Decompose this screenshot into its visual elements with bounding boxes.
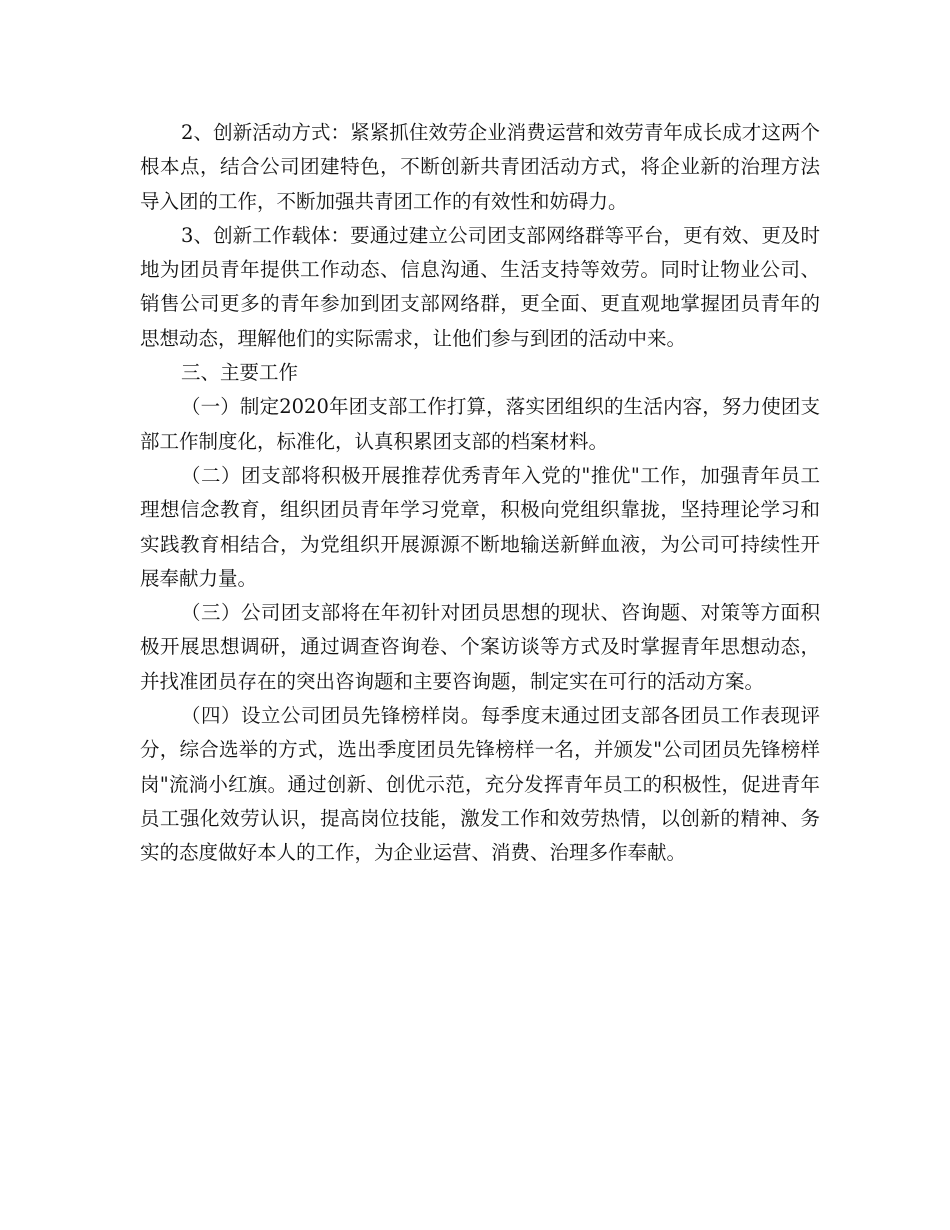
paragraph-item-2-recommend-excellent: （二）团支部将积极开展推荐优秀青年入党的"推优"工作，加强青年员工理想信念教育，组织团员青年学习党章，积极向党组织靠拢，坚持理论学习和实践教育相结合，为党组织开展源源不断地输送新鲜血液，为公司可持续性开展奉献力量。	[140, 463, 820, 590]
paragraph-item-1-work-plan: （一）制定2020年团支部工作打算，落实团组织的生活内容，努力使团支部工作制度化，标准化，认真积累团支部的档案材料。	[140, 395, 820, 453]
paragraph-item-4-vanguard-post: （四）设立公司团员先锋榜样岗。每季度末通过团支部各团员工作表现评分，综合选举的方式，选出季度团员先锋榜样一名，并颁发"公司团员先锋榜样岗"流淌小红旗。通过创新、创优示范，充分发挥青年员工的积极性，促进青年员工强化效劳认识，提高岗位技能，激发工作和效劳热情，以创新的精神、务实的态度做好本人的工作，为企业运营、消费、治理多作奉献。	[140, 704, 820, 865]
section-heading-main-work: 三、主要工作	[181, 361, 299, 385]
paragraph-innovate-work-carrier: 3、创新工作载体：要通过建立公司团支部网络群等平台，更有效、更及时地为团员青年提供工作动态、信息沟通、生活支持等效劳。同时让物业公司、销售公司更多的青年参加到团支部网络群，更全面、更直观地掌握团员青年的思想动态，理解他们的实际需求，让他们参与到团的活动中来。	[140, 223, 820, 350]
document-body	[140, 116, 820, 871]
paragraph-item-3-thought-research: （三）公司团支部将在年初针对团员思想的现状、咨询题、对策等方面积极开展思想调研，通过调查咨询卷、个案访谈等方式及时掌握青年思想动态，并找准团员存在的突出咨询题和主要咨询题，制定实在可行的活动方案。	[140, 601, 820, 693]
paragraph-innovate-activity-methods: 2、创新活动方式：紧紧抓住效劳企业消费运营和效劳青年成长成才这两个根本点，结合公司团建特色，不断创新共青团活动方式，将企业新的治理方法导入团的工作，不断加强共青团工作的有效性和妨碍力。	[140, 121, 820, 213]
